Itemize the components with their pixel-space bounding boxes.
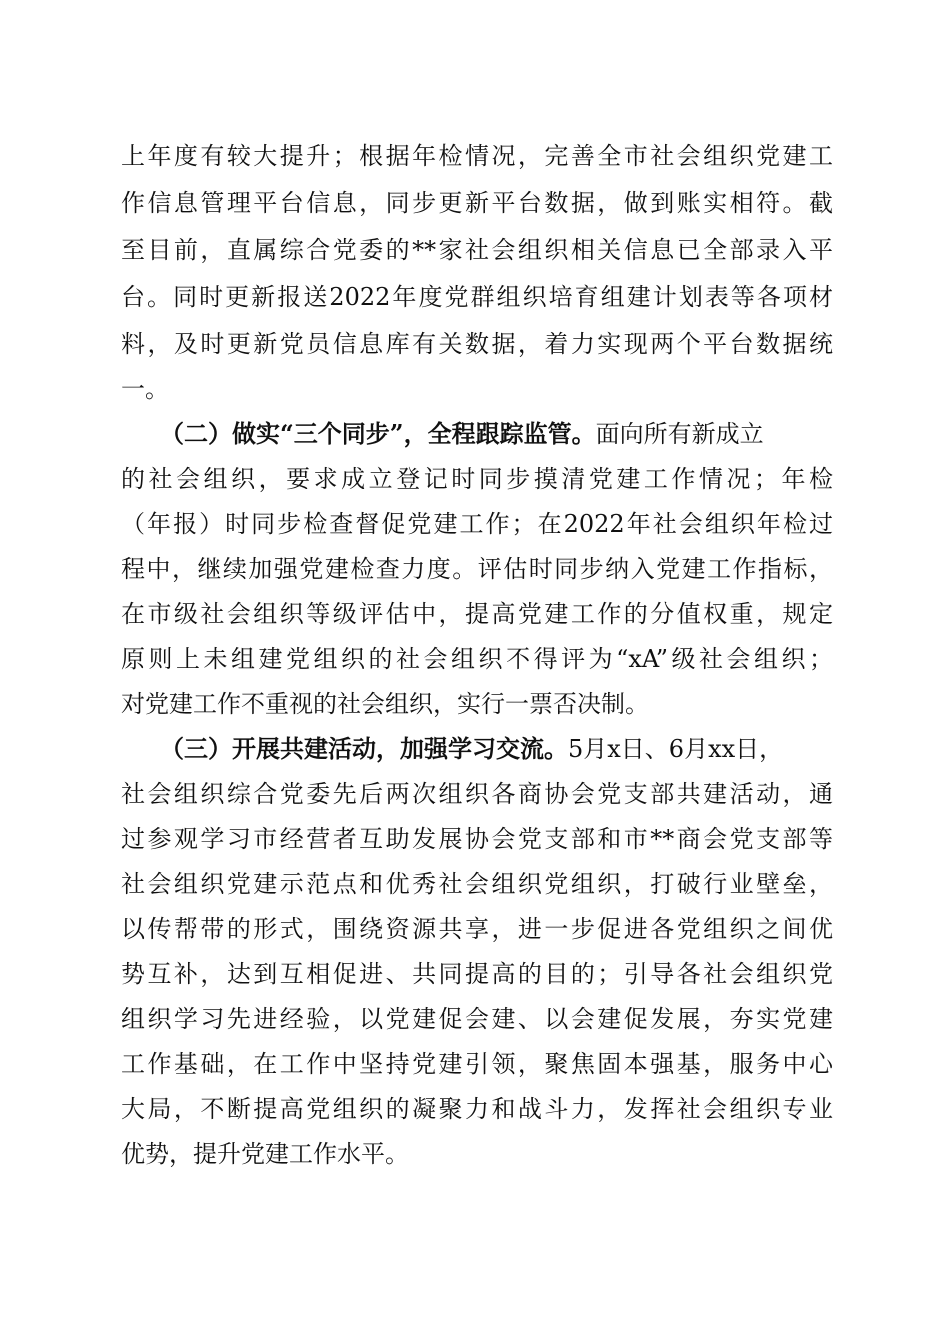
- paragraph-1-line-1: 上年度有较大提升；根据年检情况，完善全市社会组织党建工: [121, 142, 833, 170]
- paragraph-2-first-line-text: 面向所有新成立: [595, 420, 764, 448]
- paragraph-1-line-5: 料，及时更新党员信息库有关数据，着力实现两个平台数据统: [121, 330, 833, 358]
- paragraph-3-line-3: 过参观学习市经营者互助发展协会党支部和市**商会党支部等: [121, 825, 833, 853]
- paragraph-3-first-line: [160, 729, 833, 769]
- paragraph-1-line-6: 一。: [121, 375, 169, 403]
- paragraph-2-line-3: （年报）时同步检查督促党建工作；在2022年社会组织年检过: [121, 510, 833, 538]
- paragraph-3-line-8: 工作基础，在工作中坚持党建引领，聚焦固本强基，服务中心: [121, 1050, 833, 1078]
- paragraph-2-line-7: 对党建工作不重视的社会组织，实行一票否决制。: [121, 690, 649, 718]
- paragraph-2-line-5: 在市级社会组织等级评估中，提高党建工作的分值权重，规定: [121, 600, 833, 628]
- paragraph-3-line-2: 社会组织综合党委先后两次组织各商协会党支部共建活动，通: [121, 780, 833, 808]
- paragraph-2-line-6: 原则上未组建党组织的社会组织不得评为“xA”级社会组织；: [121, 645, 833, 673]
- paragraph-3-line-5: 以传帮带的形式，围绕资源共享，进一步促进各党组织之间优: [121, 915, 833, 943]
- paragraph-1-line-2: 作信息管理平台信息，同步更新平台数据，做到账实相符。截: [121, 189, 833, 217]
- paragraph-2-line-4: 程中，继续加强党建检查力度。评估时同步纳入党建工作指标，: [121, 555, 833, 583]
- paragraph-3-line-9: 大局，不断提高党组织的凝聚力和战斗力，发挥社会组织专业: [121, 1095, 833, 1123]
- paragraph-3-line-4: 社会组织党建示范点和优秀社会组织党组织，打破行业壁垒，: [121, 870, 833, 898]
- paragraph-2-first-line: [160, 414, 833, 454]
- paragraph-3-line-10: 优势，提升党建工作水平。: [121, 1140, 409, 1168]
- paragraph-3-line-6: 势互补，达到互相促进、共同提高的目的；引导各社会组织党: [121, 960, 833, 988]
- paragraph-2-line-2: 的社会组织，要求成立登记时同步摸清党建工作情况；年检: [121, 465, 833, 493]
- paragraph-1-line-3: 至目前，直属综合党委的**家社会组织相关信息已全部录入平: [121, 236, 833, 264]
- paragraph-1-line-4: 台。同时更新报送2022年度党群组织培育组建计划表等各项材: [121, 283, 833, 311]
- paragraph-2-heading: （二）做实“三个同步”，全程跟踪监管。: [160, 419, 596, 448]
- paragraph-3-first-line-text: 5月x日、6月xx日，: [568, 735, 784, 763]
- paragraph-3-heading: （三）开展共建活动，加强学习交流。: [160, 734, 568, 763]
- paragraph-3-line-7: 组织学习先进经验，以党建促会建、以会建促发展，夯实党建: [121, 1005, 833, 1033]
